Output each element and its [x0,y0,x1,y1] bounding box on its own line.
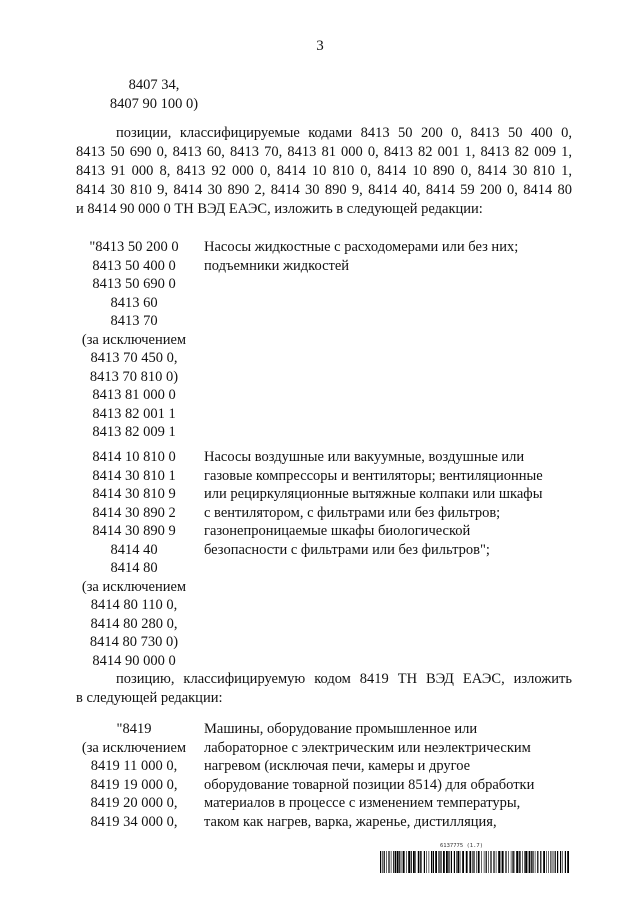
code-line: 8414 10 810 0 [92,449,176,465]
code-line: (за исключением [81,578,187,595]
description-line: с вентилятором, с фильтрами или без фильтров; [204,504,501,521]
entry-description-8414 [204,448,574,559]
code-line: 8414 40 [110,541,158,558]
paragraph-positions [76,124,572,219]
description-line: материалов в процессе с изменением температуры, [204,795,521,811]
code-line: 8419 19 000 0, [90,776,178,793]
paragraph-line: в следующей редакции: [76,690,223,706]
barcode [380,851,570,873]
description-line: Насосы жидкостные с расходомерами или без них; [204,239,519,255]
code-line: (за исключением [81,739,187,756]
code-line: 8414 80 730 0) [89,634,179,650]
paragraph-position-8419 [76,670,572,708]
code-line: 8414 80 110 0, [90,597,178,613]
paragraph-line: позиции, классифицируемые кодами 8413 50 200 0, 8413 50 400 0, [116,125,572,141]
entry-codes-8419 [78,720,190,831]
continued-codes [84,76,224,114]
page-number: 3 [316,38,324,54]
code-line: 8414 30 810 1 [92,467,176,484]
code-line: 8419 34 000 0, [90,813,178,830]
code-line: 8414 30 890 2 [92,504,176,521]
code-line: 8419 11 000 0, [90,758,178,774]
code-line: 8407 90 100 0) [109,96,199,112]
code-line: 8413 82 009 1 [92,424,176,440]
description-line: или рециркуляционные вытяжные колпаки или шкафы [204,486,543,502]
description-line: нагревом (исключая печи, камеры и другое [204,758,471,774]
paragraph-line: 8413 91 000 8, 8413 92 000 0, 8414 10 810 0, 8414 10 890 0, 8414 30 810 1, [76,163,572,179]
entry-codes-8414 [78,448,190,670]
code-line: "8413 50 200 0 [89,239,179,255]
code-line: 8414 30 890 9 [92,523,176,539]
entry-description-8413 [204,238,574,275]
code-line: (за исключением [81,331,187,348]
code-line: 8413 70 810 0) [89,368,179,385]
paragraph-line: и 8414 90 000 0 ТН ВЭД ЕАЭС, изложить в следующей редакции: [76,201,483,217]
code-line: 8413 81 000 0 [92,387,176,403]
code-line: 8414 80 280 0, [90,615,178,632]
code-line: 8414 80 [110,560,158,576]
description-line: таком как нагрев, варка, жаренье, дистилляция, [204,813,497,830]
entry-codes-8413 [78,238,190,442]
entry-description-8419 [204,720,574,831]
paragraph-line: 8413 50 690 0, 8413 60, 8413 70, 8413 81 000 0, 8413 82 001 1, 8413 82 009 1, [76,144,572,160]
description-line: оборудование товарной позиции 8514) для обработки [204,776,535,793]
code-line: 8414 90 000 0 [92,652,176,669]
description-line: газовые компрессоры и вентиляторы; вентиляционные [204,467,543,484]
code-line: 8407 34, [128,77,180,93]
code-line: 8419 20 000 0, [90,795,178,811]
code-line: 8413 60 [110,294,158,311]
description-line: подъемники жидкостей [204,257,350,274]
paragraph-line: позицию, классифицируемую кодом 8419 ТН ВЭД ЕАЭС, изложить [116,671,572,687]
description-line: Машины, оборудование промышленное или [204,721,478,737]
code-line: 8413 50 690 0 [92,276,176,292]
code-line: 8413 50 400 0 [92,257,176,274]
description-line: Насосы воздушные или вакуумные, воздушные или [204,449,525,465]
paragraph-line: 8414 30 810 9, 8414 30 890 2, 8414 30 890 9, 8414 40, 8414 59 200 0, 8414 80 [76,182,572,198]
description-line: лабораторное с электрическим или неэлектрическим [204,739,531,756]
barcode-label: 6137775 (1.7) [440,843,484,849]
code-line: 8413 70 [110,313,158,329]
code-line: "8419 [116,721,152,737]
description-line: безопасности с фильтрами или без фильтров"; [204,541,490,558]
code-line: 8413 82 001 1 [92,405,176,422]
code-line: 8414 30 810 9 [92,486,176,502]
description-line: газонепроницаемые шкафы биологической [204,523,471,539]
code-line: 8413 70 450 0, [90,350,178,366]
